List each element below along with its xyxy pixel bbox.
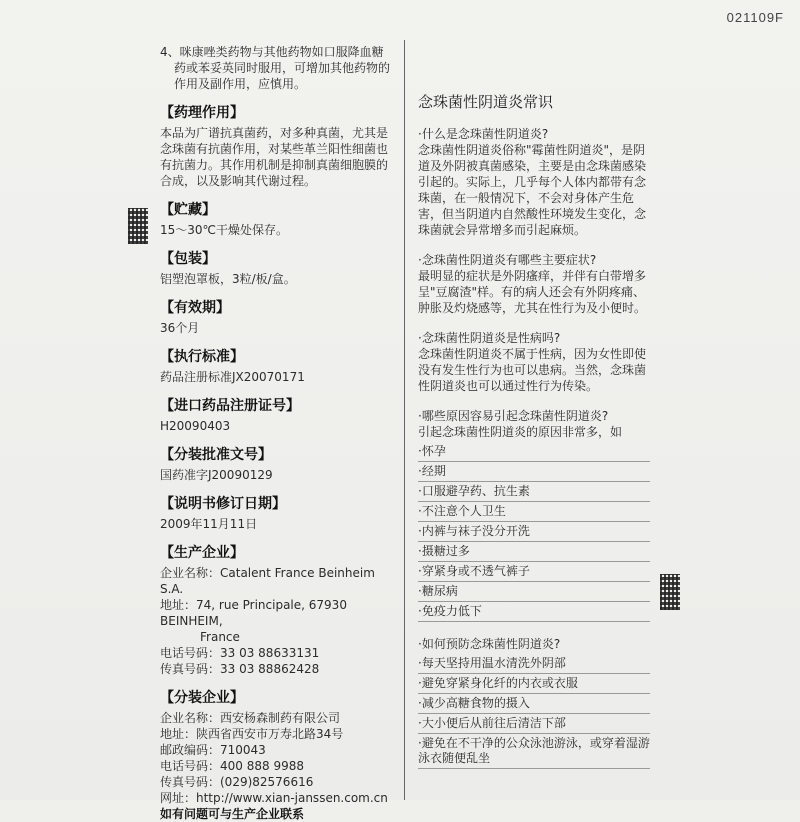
section-body: H20090403	[160, 419, 231, 433]
section-storage	[160, 201, 395, 238]
question-symptoms: ·念珠菌性阴道炎有哪些主要症状?	[418, 253, 597, 267]
answer-std: 念珠菌性阴道炎不属于性病，因为女性即使没有发生性行为也可以患病。当然，念珠菌性阴道炎也可以通过性行为传染。	[418, 347, 647, 393]
producer-name: 企业名称：Catalent France Beinheim S.A.	[160, 566, 375, 596]
section-standard	[160, 348, 395, 385]
contact-note: 如有问题可与生产企业联系	[160, 807, 305, 821]
list-item: ·不注意个人卫生	[418, 502, 650, 522]
section-packager	[160, 689, 395, 822]
list-item: ·大小便后从前往后清洁下部	[418, 714, 650, 734]
section-body: 本品为广谱抗真菌药，对多种真菌，尤其是念珠菌有抗菌作用，对某些革兰阳性细菌也有抗菌力。其作用机制是抑制真菌细胞膜的合成，以及影响其代谢过程。	[160, 126, 389, 188]
section-package	[160, 250, 395, 287]
barcode-mark-left	[128, 208, 148, 244]
producer-country: France	[200, 630, 240, 644]
section-expiry	[160, 299, 395, 336]
list-item: ·避免穿紧身化纤的内衣或衣服	[418, 674, 650, 694]
section-title: 【有效期】	[160, 300, 230, 316]
section-title: 【分装企业】	[160, 690, 244, 706]
section-body: 2009年11月11日	[160, 517, 258, 531]
prevention-list	[418, 654, 650, 769]
packager-postcode: 邮政编码：710043	[160, 743, 266, 757]
knowledge-title: 念珠菌性阴道炎常识	[418, 93, 554, 111]
section-title: 【分装批准文号】	[160, 447, 272, 463]
packager-website: 网址：http://www.xian-janssen.com.cn	[160, 791, 388, 805]
question-what: ·什么是念珠菌性阴道炎?	[418, 127, 549, 141]
left-column	[160, 44, 395, 822]
answer-symptoms: 最明显的症状是外阴瘙痒，并伴有白带增多呈"豆腐渣"样。有的病人还会有外阴疼痛、肿胀及灼烧感等，尤其在性行为及小便时。	[418, 269, 647, 315]
document-code: 021109F	[726, 10, 784, 25]
producer-fax: 传真号码：33 03 88862428	[160, 662, 320, 676]
barcode-mark-right	[660, 574, 680, 610]
list-item: ·避免在不干净的公众泳池游泳，或穿着湿游泳衣随便乱坐	[418, 734, 650, 769]
question-std: ·念珠菌性阴道炎是性病吗?	[418, 331, 561, 345]
packager-address: 地址：陕西省西安市万寿北路34号	[160, 727, 344, 741]
answer-what: 念珠菌性阴道炎俗称"霉菌性阴道炎"，是阴道及外阴被真菌感染，主要是由念珠菌感染引起的。实际上，几乎每个人体内都带有念珠菌，在一般情况下，不会对身体产生危害，但当阴道内自然酸性环境发生变化，念珠菌就会异常增多而引起麻烦。	[418, 143, 647, 237]
right-column	[418, 92, 650, 769]
causes-list	[418, 442, 650, 622]
list-item: ·糖尿病	[418, 582, 650, 602]
section-title: 【生产企业】	[160, 545, 244, 561]
list-item: ·口服避孕药、抗生素	[418, 482, 650, 502]
section-body: 36个月	[160, 321, 200, 335]
answer-causes: 引起念珠菌性阴道炎的原因非常多，如	[418, 425, 623, 439]
precaution-item-4: 4、咪康唑类药物与其他药物如口服降血糖药或苯妥英同时服用，可增加其他药物的作用及副作用，应慎用。	[160, 45, 391, 91]
section-title: 【药理作用】	[160, 105, 244, 121]
section-body: 药品注册标准JX20070171	[160, 370, 305, 384]
section-title: 【贮藏】	[160, 202, 216, 218]
producer-phone: 电话号码：33 03 88633131	[160, 646, 320, 660]
section-producer	[160, 544, 395, 677]
section-body: 铝塑泡罩板，3粒/板/盒。	[160, 272, 296, 286]
list-item: ·每天坚持用温水清洗外阴部	[418, 654, 650, 674]
packager-phone: 电话号码：400 888 9988	[160, 759, 304, 773]
section-title: 【执行标准】	[160, 349, 244, 365]
list-item: ·内裤与袜子没分开洗	[418, 522, 650, 542]
list-item: ·减少高糖食物的摄入	[418, 694, 650, 714]
section-title: 【包装】	[160, 251, 216, 267]
packager-name: 企业名称：西安杨森制药有限公司	[160, 711, 341, 725]
list-item: ·摄糖过多	[418, 542, 650, 562]
list-item: ·免疫力低下	[418, 602, 650, 622]
column-divider	[404, 40, 405, 800]
section-revision-date	[160, 495, 395, 532]
question-causes: ·哪些原因容易引起念珠菌性阴道炎?	[418, 409, 609, 423]
section-title: 【进口药品注册证号】	[160, 398, 300, 414]
list-item: ·怀孕	[418, 442, 650, 462]
section-body: 国药准字J20090129	[160, 468, 273, 482]
section-title: 【说明书修订日期】	[160, 496, 286, 512]
section-body: 15～30℃干燥处保存。	[160, 223, 289, 237]
list-item: ·经期	[418, 462, 650, 482]
section-approval-number	[160, 446, 395, 483]
section-import-license	[160, 397, 395, 434]
producer-address: 地址：74, rue Principale, 67930 BEINHEIM,	[160, 598, 347, 628]
packager-fax: 传真号码：(029)82576616	[160, 775, 314, 789]
list-item: ·穿紧身或不透气裤子	[418, 562, 650, 582]
section-pharmacology	[160, 104, 395, 189]
question-prevention: ·如何预防念珠菌性阴道炎?	[418, 637, 561, 651]
